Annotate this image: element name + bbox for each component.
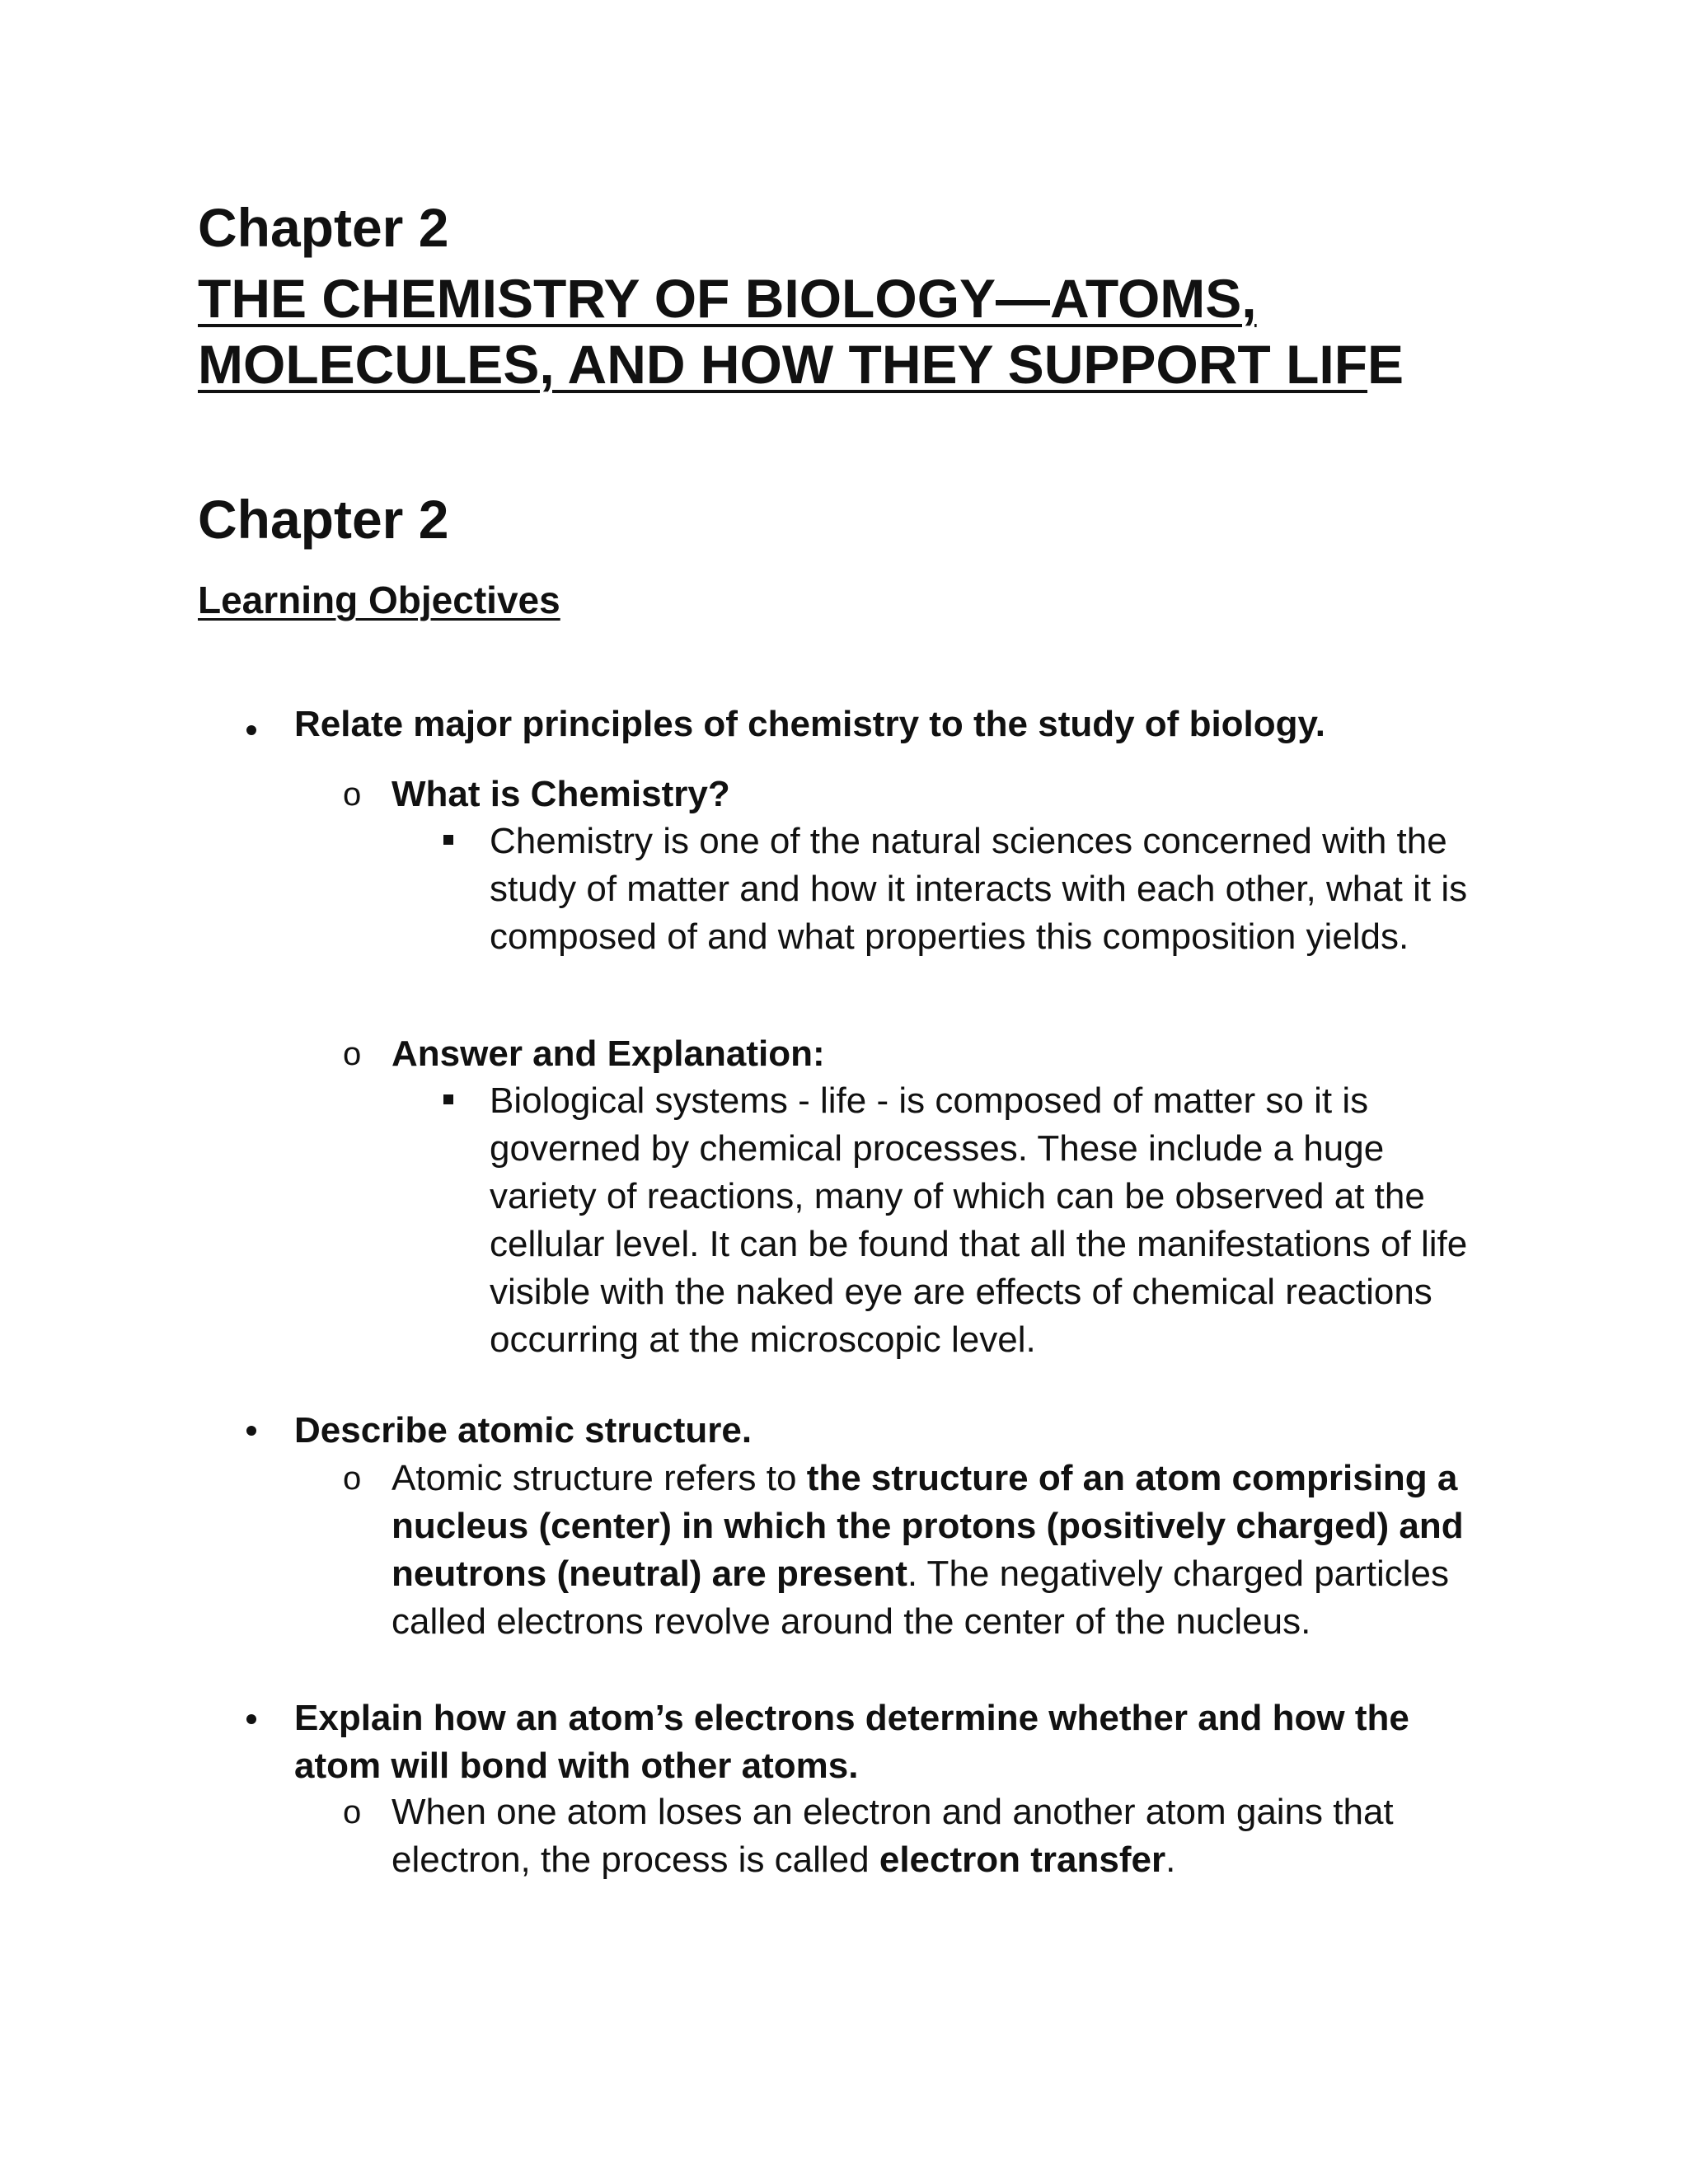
bullet-icon (246, 1714, 256, 1724)
objective-2-subitem-1-post: . The negatively charged particles called electrons revolve around the center of the nucleus. (392, 1554, 1450, 1642)
objective-3: Explain how an atom’s electrons determine whether and how the atom will bond with other atoms. (294, 1698, 1409, 1786)
learning-objectives-heading: Learning Objectives (198, 579, 560, 621)
circle-bullet-icon: o (343, 1036, 362, 1072)
objective-3-subitem-1-pre: When one atom loses an electron and another atom gains that electron, the process is called (392, 1792, 1394, 1880)
chapter-title-line-1: THE CHEMISTRY OF BIOLOGY—ATOMS, (198, 268, 1257, 329)
objective-2-subitem-1-pre: Atomic structure refers to (392, 1458, 807, 1498)
square-bullet-icon (443, 835, 453, 845)
circle-bullet-icon: o (343, 1460, 362, 1497)
section-chapter-heading: Chapter 2 (198, 489, 449, 550)
objective-3-subitem-1-post: . (1165, 1840, 1176, 1880)
bullet-icon (246, 725, 256, 735)
chapter-title-line-2: MOLECULES, AND HOW THEY SUPPORT LIF (198, 334, 1368, 395)
chapter-title (198, 265, 1599, 397)
objective-1-subitem-2-detail: Biological systems - life - is composed of matter so it is governed by chemical processes. These include a huge variety of reactions, many of which can be observed at the cellular level. It can be found that all the manifestations of life visible with the naked eye are effects of chemical reactions occurring at the microscopic level. (490, 1080, 1468, 1360)
bullet-icon (246, 1426, 256, 1436)
objective-1-subitem-1: What is Chemistry? (392, 774, 730, 814)
chapter-title-line-2-tail: E (1367, 334, 1404, 395)
objective-2-subitem-1 (392, 1455, 1496, 1646)
circle-bullet-icon: o (343, 776, 362, 813)
objective-1-subitem-1-detail: Chemistry is one of the natural sciences concerned with the study of matter and how it interacts with each other, what it is composed of and what properties this composition yields. (490, 821, 1468, 957)
objective-1: Relate major principles of chemistry to the study of biology. (294, 704, 1325, 744)
objective-2-subitem-1-bold: the structure of an atom comprising a nucleus (center) in which the protons (positively charged) and neutrons (neutral) are present (392, 1458, 1464, 1594)
objective-3-subitem-1 (392, 1788, 1496, 1884)
circle-bullet-icon: o (343, 1794, 362, 1830)
objective-2: Describe atomic structure. (294, 1410, 753, 1451)
chapter-heading: Chapter 2 (198, 197, 449, 258)
square-bullet-icon (443, 1094, 453, 1104)
objective-1-subitem-2: Answer and Explanation: (392, 1033, 825, 1074)
objective-3-subitem-1-bold: electron transfer (879, 1840, 1166, 1880)
